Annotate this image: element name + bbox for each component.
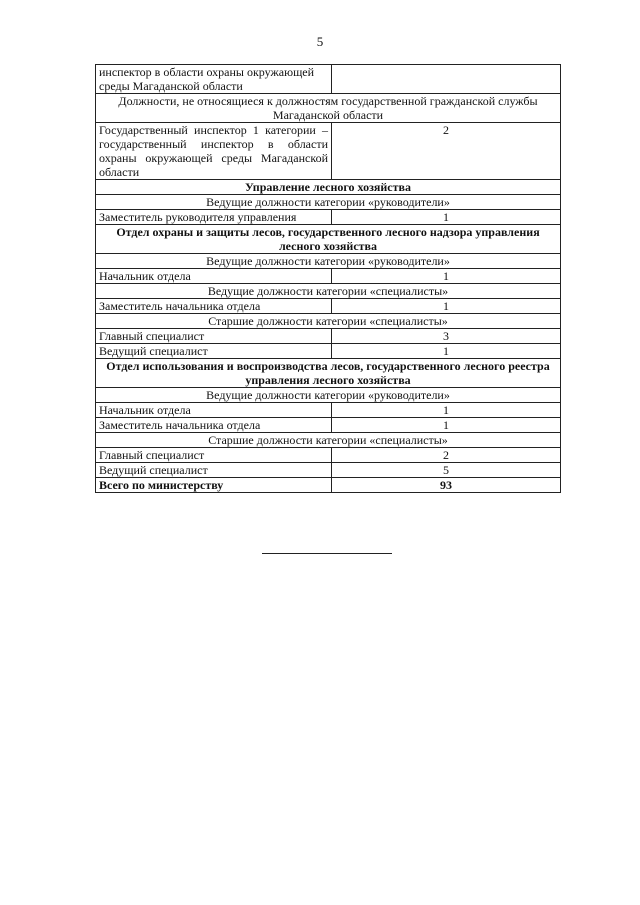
position-cell: Ведущий специалист: [96, 463, 332, 478]
total-count: 93: [332, 478, 561, 493]
table-row: [96, 299, 561, 314]
count-cell: 1: [332, 210, 561, 225]
category-row: [96, 284, 561, 299]
category-heading: Ведущие должности категории «руководители»: [96, 195, 561, 210]
staffing-table: [95, 64, 561, 493]
table-row: [96, 344, 561, 359]
table-row: [96, 269, 561, 284]
position-cell: Заместитель начальника отдела: [96, 418, 332, 433]
group-heading: Управление лесного хозяйства: [96, 180, 561, 195]
section-heading-row: [96, 94, 561, 123]
position-cell: Государственный инспектор 1 категории – государственный инспектор в области охраны окружающей среды Магаданской области: [96, 123, 332, 180]
position-cell: Главный специалист: [96, 448, 332, 463]
count-cell: 2: [332, 448, 561, 463]
closing-rule: [262, 553, 392, 554]
table-row: [96, 65, 561, 94]
category-row: [96, 314, 561, 329]
category-heading: Старшие должности категории «специалисты»: [96, 314, 561, 329]
table-row: [96, 418, 561, 433]
count-cell: 5: [332, 463, 561, 478]
section-heading: Должности, не относящиеся к должностям государственной гражданской службы Магаданской области: [96, 94, 561, 123]
count-cell: [332, 65, 561, 94]
count-cell: 3: [332, 329, 561, 344]
group-heading-row: [96, 359, 561, 388]
count-cell: 2: [332, 123, 561, 180]
table-row: [96, 210, 561, 225]
table-row: [96, 463, 561, 478]
category-row: [96, 254, 561, 269]
position-cell: Заместитель руководителя управления: [96, 210, 332, 225]
group-heading-row: [96, 180, 561, 195]
category-heading: Ведущие должности категории «руководители»: [96, 254, 561, 269]
count-cell: 1: [332, 344, 561, 359]
category-heading: Старшие должности категории «специалисты»: [96, 433, 561, 448]
position-cell: Заместитель начальника отдела: [96, 299, 332, 314]
count-cell: 1: [332, 418, 561, 433]
table-row: [96, 329, 561, 344]
group-heading: Отдел использования и воспроизводства лесов, государственного лесного реестра управления лесного хозяйства: [96, 359, 561, 388]
position-cell: Начальник отдела: [96, 403, 332, 418]
page-number: 5: [316, 34, 324, 49]
table-row: [96, 123, 561, 180]
position-cell: Начальник отдела: [96, 269, 332, 284]
position-cell: Ведущий специалист: [96, 344, 332, 359]
group-heading: Отдел охраны и защиты лесов, государственного лесного надзора управления лесного хозяйства: [96, 225, 561, 254]
table-row: [96, 448, 561, 463]
category-row: [96, 388, 561, 403]
count-cell: 1: [332, 269, 561, 284]
category-row: [96, 433, 561, 448]
position-cell: инспектор в области охраны окружающей среды Магаданской области: [96, 65, 332, 94]
table-row: [96, 403, 561, 418]
count-cell: 1: [332, 299, 561, 314]
position-cell: Главный специалист: [96, 329, 332, 344]
category-heading: Ведущие должности категории «специалисты»: [96, 284, 561, 299]
total-row: [96, 478, 561, 493]
group-heading-row: [96, 225, 561, 254]
count-cell: 1: [332, 403, 561, 418]
total-label: Всего по министерству: [96, 478, 332, 493]
category-heading: Ведущие должности категории «руководители»: [96, 388, 561, 403]
category-row: [96, 195, 561, 210]
